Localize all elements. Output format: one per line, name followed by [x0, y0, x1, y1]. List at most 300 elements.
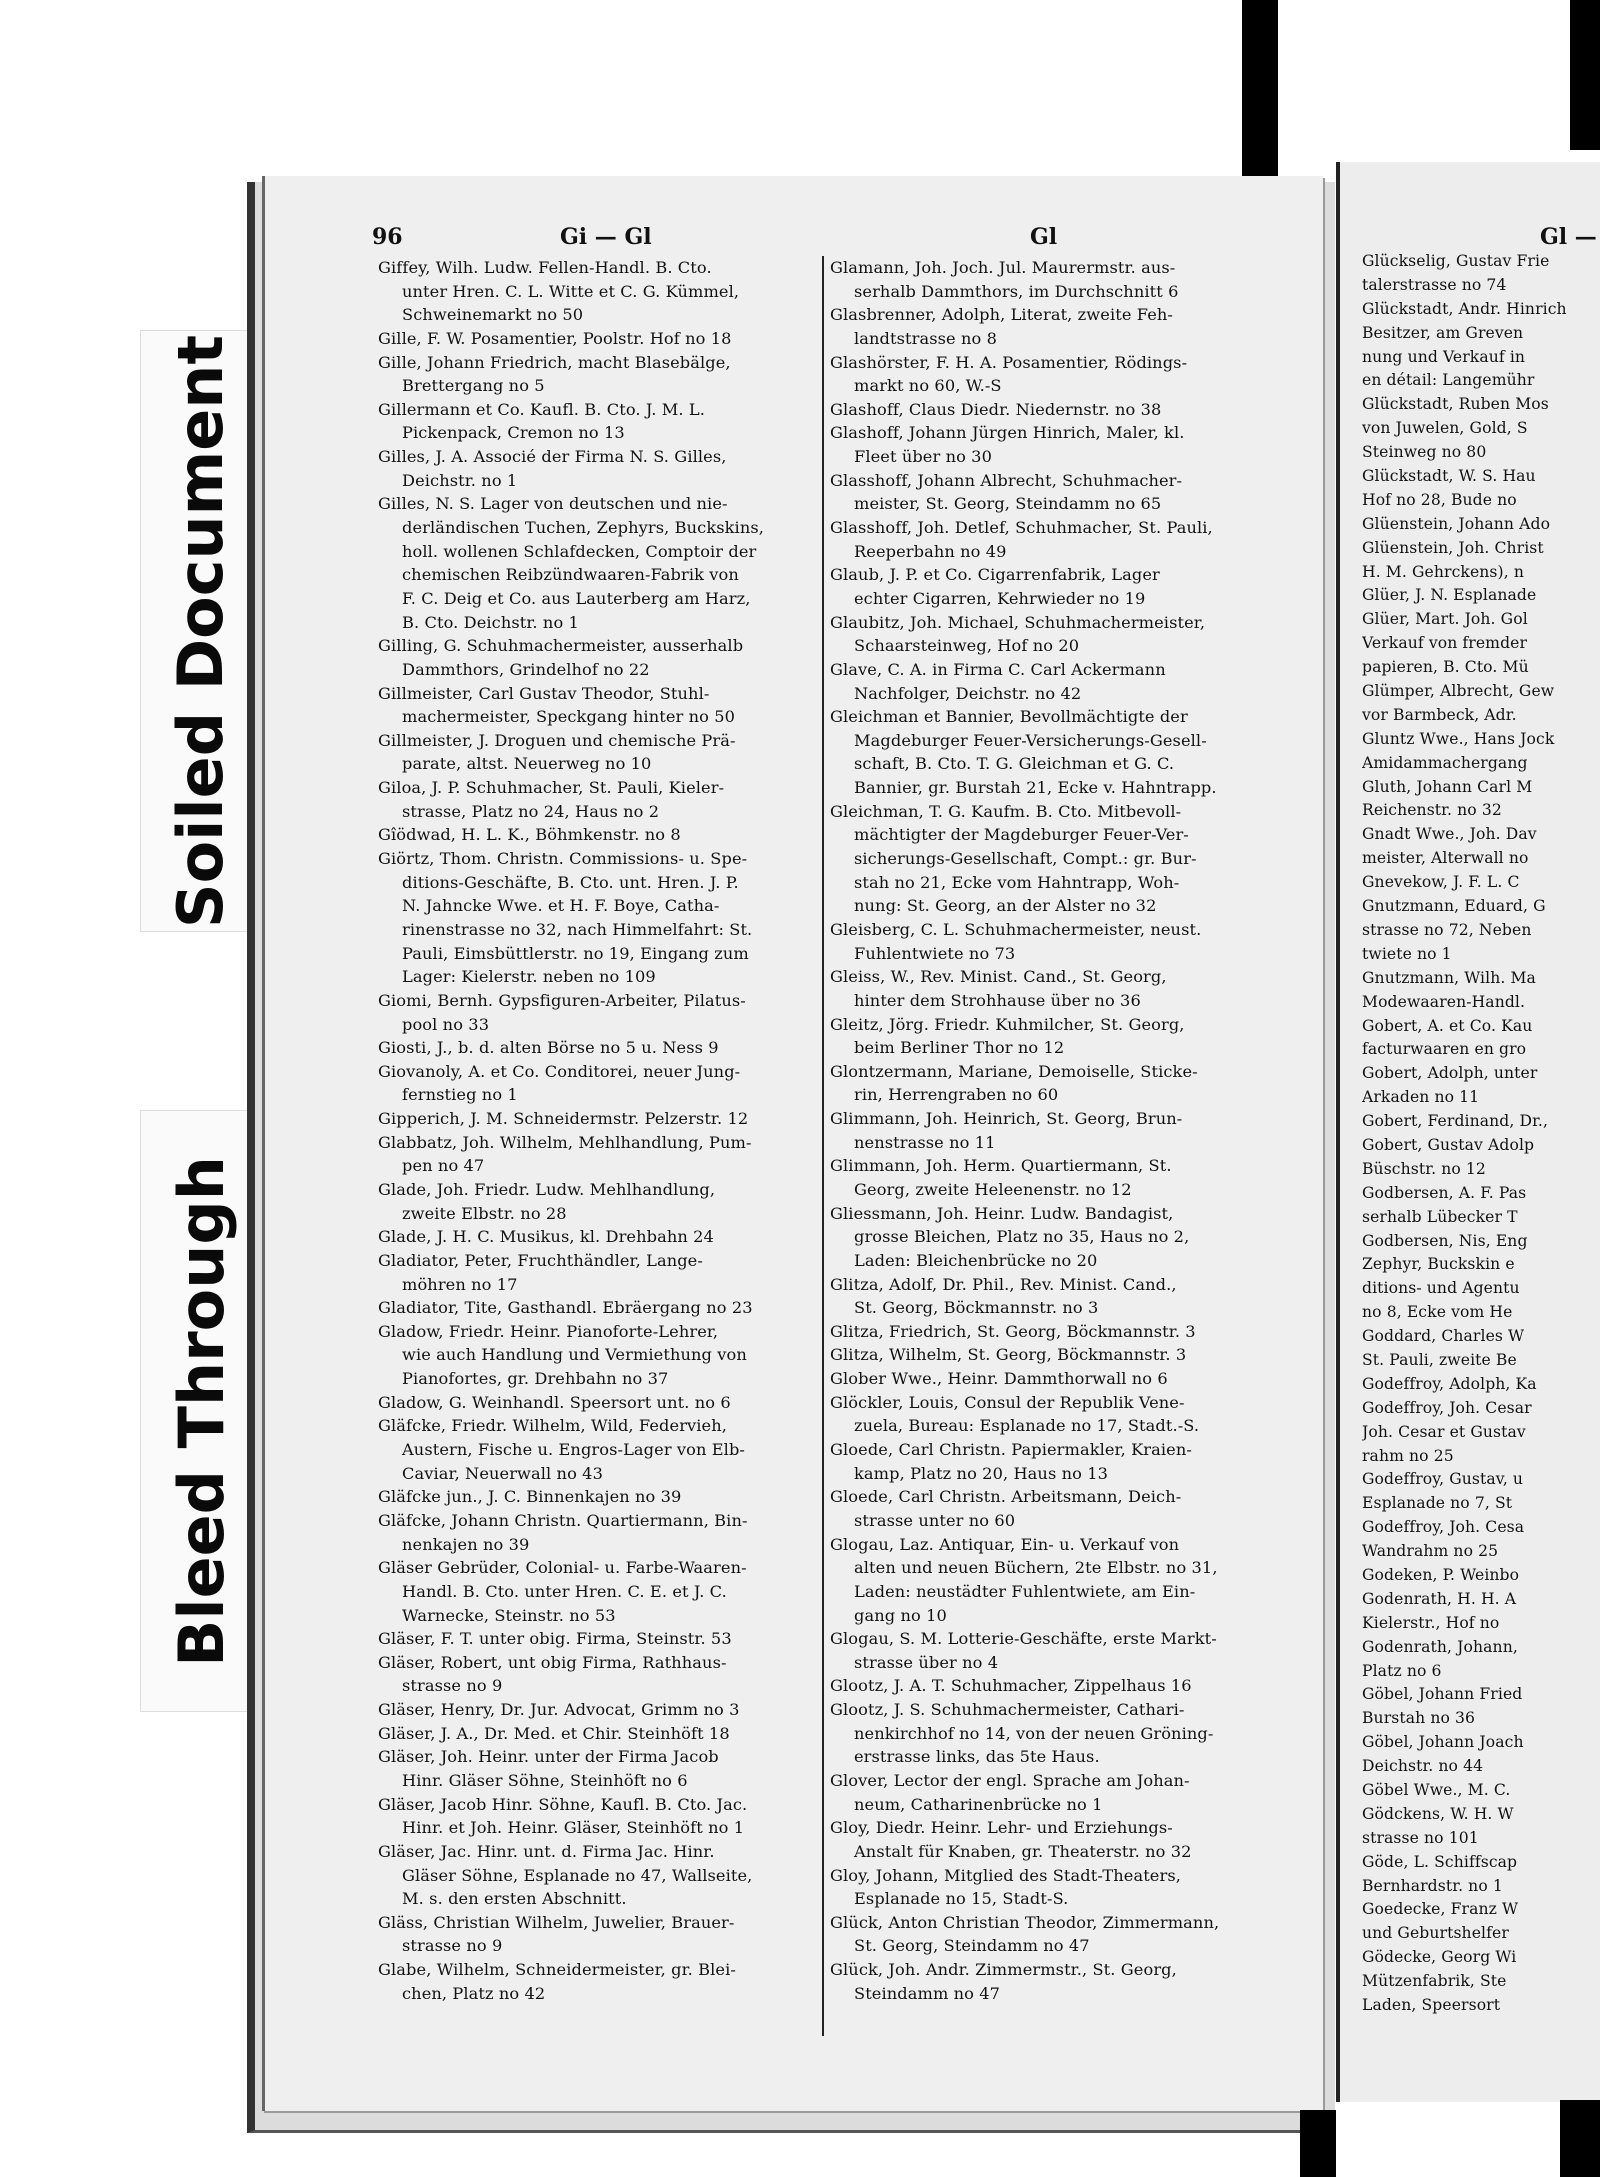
right-page-head: Gl —: [1540, 224, 1597, 250]
page-number: 96: [372, 224, 403, 250]
entry-line: Gläser, Henry, Dr. Jur. Advocat, Grimm no 3: [378, 1700, 740, 1720]
entry-line: Giörtz, Thom. Christn. Commissions- u. Spe-: [378, 849, 748, 869]
entry-line: landtstrasse no 8: [854, 328, 997, 348]
directory-entry: [830, 1438, 1302, 1485]
entry-line: Georg, zweite Heleenenstr. no 12: [854, 1179, 1132, 1199]
entry-line: Reeperbahn no 49: [854, 541, 1007, 561]
entry-line: Glück, Joh. Andr. Zimmermstr., St. Georg,: [830, 1960, 1177, 1980]
entry-line: strasse unter no 60: [854, 1510, 1016, 1530]
entry-line: Bernhardstr. no 1: [1362, 1876, 1503, 1895]
entry-line: Warnecke, Steinstr. no 53: [402, 1605, 616, 1625]
directory-entry: [830, 398, 1302, 422]
entry-line: Glimmann, Joh. Herm. Quartiermann, St.: [830, 1156, 1172, 1176]
entry-line: Anstalt für Knaben, gr. Theaterstr. no 32: [854, 1841, 1192, 1861]
entry-line: Deichstr. no 1: [402, 470, 518, 490]
entry-line: Schweinemarkt no 50: [402, 305, 584, 325]
directory-entry: [830, 1627, 1302, 1674]
entry-line: vor Barmbeck, Adr.: [1362, 705, 1517, 724]
entry-line: Gläser, F. T. unter obig. Firma, Steinstr. 53: [378, 1629, 732, 1649]
entry-line: Gilles, N. S. Lager von deutschen und nie-: [378, 494, 728, 514]
bleed-through-text: Bleed Through: [164, 1155, 238, 1667]
entry-line: Nachfolger, Deichstr. no 42: [854, 683, 1082, 703]
directory-entry: [378, 1060, 833, 1107]
binding-strap-right-top: [1570, 0, 1600, 150]
entry-line: Mützenfabrik, Ste: [1362, 1972, 1507, 1991]
entry-line: B. Cto. Deichstr. no 1: [402, 612, 579, 632]
entry-line: Besitzer, am Greven: [1362, 323, 1524, 342]
entry-line: Gloy, Johann, Mitglied des Stadt-Theaters,: [830, 1865, 1181, 1885]
directory-entry: [378, 682, 833, 729]
entry-line: sicherungs-Gesellschaft, Compt.: gr. Bur-: [854, 849, 1197, 869]
entry-line: Arkaden no 11: [1362, 1088, 1480, 1107]
entry-line: holl. wollenen Schlafdecken, Comptoir der: [402, 541, 757, 561]
directory-entry: [378, 847, 833, 989]
entry-line: Gliessmann, Joh. Heinr. Ludw. Bandagist,: [830, 1203, 1174, 1223]
entry-line: Godbersen, A. F. Pas: [1362, 1183, 1527, 1202]
directory-entry: [830, 1273, 1302, 1320]
directory-entry: [378, 1627, 833, 1651]
entry-line: strasse no 72, Neben: [1362, 920, 1532, 939]
directory-entry: [378, 634, 833, 681]
directory-entry: [830, 800, 1302, 918]
entry-line: Glüenstein, Johann Ado: [1362, 514, 1551, 533]
entry-line: Giffey, Wilh. Ludw. Fellen-Handl. B. Cto.: [378, 258, 712, 277]
entry-line: Göbel, Johann Joach: [1362, 1733, 1524, 1752]
entry-line: Gleichman et Bannier, Bevollmächtigte der: [830, 707, 1188, 727]
entry-line: strasse, Platz no 24, Haus no 2: [402, 801, 660, 821]
entry-line: Gläfcke, Johann Christn. Quartiermann, Bin-: [378, 1510, 748, 1530]
entry-line: Gloy, Diedr. Heinr. Lehr- und Erziehungs-: [830, 1818, 1173, 1838]
entry-line: Gläfcke jun., J. C. Binnenkajen no 39: [378, 1487, 682, 1507]
entry-line: zweite Elbstr. no 28: [402, 1203, 567, 1223]
binding-strap-bottom: [1300, 2110, 1336, 2177]
entry-line: Deichstr. no 44: [1362, 1757, 1484, 1776]
entry-line: möhren no 17: [402, 1274, 518, 1294]
directory-entry: [830, 1816, 1302, 1863]
entry-line: chen, Platz no 42: [402, 1983, 546, 2003]
entry-line: chemischen Reibzündwaaren-Fabrik von: [402, 565, 739, 585]
entry-line: Gobert, Ferdinand, Dr.,: [1362, 1112, 1549, 1131]
entry-line: Büschstr. no 12: [1362, 1159, 1486, 1178]
entry-line: Goedecke, Franz W: [1362, 1900, 1519, 1919]
entry-line: Zephyr, Buckskin e: [1362, 1255, 1515, 1274]
entry-line: Glabbatz, Joh. Wilhelm, Mehlhandlung, Pum-: [378, 1132, 752, 1152]
entry-line: Gläser, Jacob Hinr. Söhne, Kaufl. B. Cto. Jac.: [378, 1794, 748, 1814]
entry-line: Modewaaren-Handl.: [1362, 992, 1526, 1011]
entry-line: Gläss, Christian Wilhelm, Juwelier, Brauer-: [378, 1912, 735, 1932]
entry-line: Gillmeister, Carl Gustav Theodor, Stuhl-: [378, 683, 710, 703]
entry-line: strasse über no 4: [854, 1652, 999, 1672]
entry-line: nenstrasse no 11: [854, 1132, 996, 1152]
entry-line: fernstieg no 1: [402, 1085, 518, 1105]
entry-line: M. s. den ersten Abschnitt.: [402, 1889, 627, 1909]
directory-entry: [830, 1698, 1302, 1769]
directory-entry: [830, 965, 1302, 1012]
directory-column-right-page: [1362, 250, 1600, 2018]
entry-line: papieren, B. Cto. Mü: [1362, 658, 1529, 677]
entry-line: Gleichman, T. G. Kaufm. B. Cto. Mitbevoll-: [830, 801, 1182, 821]
entry-line: Glabe, Wilhelm, Schneidermeister, gr. Blei-: [378, 1960, 736, 1980]
entry-line: Steinweg no 80: [1362, 443, 1487, 462]
entry-line: facturwaaren en gro: [1362, 1040, 1527, 1059]
entry-line: Handl. B. Cto. unter Hren. C. E. et J. C.: [402, 1581, 727, 1601]
entry-line: Glüer, J. N. Esplanade: [1362, 586, 1537, 605]
directory-entry: [378, 327, 833, 351]
entry-line: Gläser Söhne, Esplanade no 47, Wallseite,: [402, 1865, 753, 1885]
entry-line: Glasshoff, Johann Albrecht, Schuhmacher-: [830, 470, 1183, 490]
entry-line: parate, altst. Neuerweg no 10: [402, 754, 652, 774]
entry-line: Gleitz, Jörg. Friedr. Kuhmilcher, St. Georg,: [830, 1014, 1185, 1034]
directory-entry: [830, 1533, 1302, 1628]
entry-line: ditions-Geschäfte, B. Cto. unt. Hren. J. P.: [402, 872, 739, 892]
entry-line: hinter dem Strohhause über no 36: [854, 990, 1141, 1010]
directory-entry: [378, 1107, 833, 1131]
entry-line: stah no 21, Ecke vom Hahntrapp, Woh-: [854, 872, 1180, 892]
directory-entry: [378, 1414, 833, 1485]
entry-line: Gobert, Adolph, unter: [1362, 1064, 1538, 1083]
entry-line: Wandrahm no 25: [1362, 1542, 1499, 1561]
entry-line: Glitza, Wilhelm, St. Georg, Böckmannstr. 3: [830, 1345, 1187, 1365]
soiled-document-text: Soiled Document: [164, 334, 238, 928]
directory-entry: [830, 421, 1302, 468]
entry-line: und Geburtshelfer: [1362, 1924, 1509, 1943]
directory-entry: [378, 729, 833, 776]
entry-line: Burstah no 36: [1362, 1709, 1476, 1728]
binding-strap-top: [1242, 0, 1278, 180]
directory-entry: [378, 1698, 833, 1722]
directory-entry: [830, 1958, 1302, 2005]
bleed-through-label: [140, 1110, 262, 1712]
entry-line: Pianofortes, gr. Drehbahn no 37: [402, 1369, 669, 1389]
entry-line: Godenrath, H. H. A: [1362, 1589, 1517, 1608]
entry-line: machermeister, Speckgang hinter no 50: [402, 707, 736, 727]
directory-entry: [830, 1107, 1302, 1154]
directory-entry: [830, 658, 1302, 705]
entry-line: Göde, L. Schiffscap: [1362, 1852, 1518, 1871]
directory-entry: [830, 1343, 1302, 1367]
entry-line: strasse no 9: [402, 1676, 503, 1696]
directory-entry: [830, 1911, 1302, 1958]
entry-line: ditions- und Agentu: [1362, 1279, 1520, 1298]
directory-entry: [378, 1391, 833, 1415]
entry-line: nenkirchhof no 14, von der neuen Gröning-: [854, 1723, 1214, 1743]
directory-entry: [378, 398, 833, 445]
entry-line: Gloede, Carl Christn. Papiermakler, Kraien-: [830, 1440, 1192, 1460]
entry-line: Glade, J. H. C. Musikus, kl. Drehbahn 24: [378, 1227, 714, 1247]
entry-line: Göbel Wwe., M. C.: [1362, 1781, 1511, 1799]
entry-line: Glasbrenner, Adolph, Literat, zweite Feh-: [830, 305, 1173, 325]
entry-line: Glückstadt, Ruben Mos: [1362, 395, 1549, 414]
entry-line: Glogau, S. M. Lotterie-Geschäfte, erste Markt-: [830, 1629, 1217, 1649]
entry-line: Godbersen, Nis, Eng: [1362, 1231, 1528, 1250]
directory-entry: [378, 1131, 833, 1178]
entry-line: nung und Verkauf in: [1362, 347, 1526, 366]
entry-line: Godeffroy, Joh. Cesa: [1362, 1518, 1525, 1537]
entry-line: nenkajen no 39: [402, 1534, 530, 1554]
entry-line: Lager: Kielerstr. neben no 109: [402, 967, 656, 987]
directory-entry: [830, 1367, 1302, 1391]
entry-line: Gillmeister, J. Droguen und chemische Prä-: [378, 730, 736, 750]
entry-line: Glückstadt, Andr. Hinrich: [1362, 299, 1567, 318]
entry-line: St. Georg, Böckmannstr. no 3: [854, 1298, 1099, 1318]
running-head: Gi — Gl: [560, 224, 652, 250]
directory-entry: [378, 256, 833, 327]
entry-line: wie auch Handlung und Vermiethung von: [402, 1345, 747, 1365]
entry-line: Giosti, J., b. d. alten Börse no 5 u. Ness 9: [378, 1038, 719, 1058]
entry-line: Gloede, Carl Christn. Arbeitsmann, Deich-: [830, 1487, 1182, 1507]
directory-entry: [378, 1793, 833, 1840]
entry-line: markt no 60, W.-S: [854, 376, 1002, 396]
entry-line: Verkauf von fremder: [1362, 634, 1528, 653]
entry-line: Godeken, P. Weinbo: [1362, 1565, 1520, 1584]
directory-entry: [378, 1745, 833, 1792]
entry-line: Glüer, Mart. Joh. Gol: [1362, 610, 1528, 629]
entry-line: Glaub, J. P. et Co. Cigarrenfabrik, Lager: [830, 565, 1160, 585]
directory-entry: [830, 1391, 1302, 1438]
entry-line: Glamann, Joh. Joch. Jul. Maurermstr. aus-: [830, 258, 1176, 277]
directory-entry: [378, 989, 833, 1036]
directory-entry: [830, 1320, 1302, 1344]
entry-line: Hinr. et Joh. Heinr. Gläser, Steinhöft no 1: [402, 1818, 745, 1838]
entry-line: Gobert, Gustav Adolp: [1362, 1135, 1535, 1154]
entry-line: Gläser, Jac. Hinr. unt. d. Firma Jac. Hinr.: [378, 1841, 715, 1861]
entry-line: Austern, Fische u. Engros-Lager von Elb-: [402, 1440, 745, 1460]
entry-line: Goddard, Charles W: [1362, 1327, 1525, 1346]
binding-strap-right-bottom: [1560, 2100, 1600, 2177]
entry-line: Giovanoly, A. et Co. Conditorei, neuer Jung-: [378, 1061, 741, 1081]
entry-line: von Juwelen, Gold, S: [1362, 419, 1528, 438]
directory-entry: [378, 1296, 833, 1320]
entry-line: Glave, C. A. in Firma C. Carl Ackermann: [830, 659, 1166, 679]
entry-line: neum, Catharinenbrücke no 1: [854, 1794, 1103, 1814]
entry-line: Pauli, Eimsbüttlerstr. no 19, Eingang zum: [402, 943, 749, 963]
entry-line: F. C. Deig et Co. aus Lauterberg am Harz,: [402, 588, 751, 608]
directory-entry: [378, 823, 833, 847]
directory-entry: [830, 1013, 1302, 1060]
entry-line: Hinr. Gläser Söhne, Steinhöft no 6: [402, 1771, 688, 1790]
directory-entry: [378, 445, 833, 492]
directory-entry: [830, 705, 1302, 800]
entry-line: en détail: Langemühr: [1362, 371, 1535, 390]
entry-line: Glitza, Adolf, Dr. Phil., Rev. Minist. Cand.,: [830, 1274, 1177, 1294]
entry-line: Glashoff, Johann Jürgen Hinrich, Maler, kl.: [830, 423, 1185, 443]
entry-line: erstrasse links, das 5te Haus.: [854, 1747, 1100, 1767]
directory-entry: [830, 611, 1302, 658]
entry-line: schaft, B. Cto. T. G. Gleichman et G. C.: [854, 754, 1175, 774]
entry-line: Gluntz Wwe., Hans Jock: [1362, 729, 1555, 748]
directory-entry: [830, 563, 1302, 610]
entry-line: Gobert, A. et Co. Kau: [1362, 1016, 1533, 1035]
entry-line: twiete no 1: [1362, 944, 1452, 963]
entry-line: H. M. Gehrckens), n: [1362, 562, 1524, 581]
entry-line: Godeffroy, Gustav, u: [1362, 1470, 1524, 1489]
entry-line: Gleiss, W., Rev. Minist. Cand., St. Georg,: [830, 967, 1167, 987]
directory-entry: [830, 1485, 1302, 1532]
entry-line: Laden: Bleichenbrücke no 20: [854, 1250, 1098, 1270]
entry-line: Gipperich, J. M. Schneidermstr. Pelzerstr. 12: [378, 1109, 749, 1129]
entry-line: Gladow, Friedr. Heinr. Pianoforte-Lehrer,: [378, 1321, 719, 1341]
directory-entry: [830, 1202, 1302, 1273]
directory-entry: [830, 351, 1302, 398]
directory-entry: [378, 1911, 833, 1958]
entry-line: Joh. Cesar et Gustav: [1362, 1422, 1526, 1441]
entry-line: Glade, Joh. Friedr. Ludw. Mehlhandlung,: [378, 1179, 716, 1199]
entry-line: Fleet über no 30: [854, 447, 992, 467]
directory-entry: [378, 1036, 833, 1060]
entry-line: mächtigter der Magdeburger Feuer-Ver-: [854, 825, 1189, 845]
entry-line: Gnutzmann, Wilh. Ma: [1362, 968, 1536, 987]
entry-line: Glück, Anton Christian Theodor, Zimmermann,: [830, 1912, 1220, 1932]
entry-line: rahm no 25: [1362, 1446, 1454, 1465]
directory-entry: [378, 1722, 833, 1746]
entry-line: Glashörster, F. H. A. Posamentier, Rödings-: [830, 352, 1188, 372]
entry-line: Pickenpack, Cremon no 13: [402, 423, 625, 443]
entry-line: Gladiator, Tite, Gasthandl. Ebräergang no 23: [378, 1298, 753, 1318]
entry-line: kamp, Platz no 20, Haus no 13: [854, 1463, 1109, 1483]
entry-line: St. Pauli, zweite Be: [1362, 1350, 1517, 1369]
entry-line: Glogau, Laz. Antiquar, Ein- u. Verkauf von: [830, 1534, 1180, 1554]
entry-line: Glashoff, Claus Diedr. Niedernstr. no 38: [830, 399, 1162, 419]
entry-line: Godeffroy, Joh. Cesar: [1362, 1398, 1532, 1417]
entry-line: unter Hren. C. L. Witte et C. G. Kümmel,: [402, 281, 740, 301]
entry-line: Laden: neustädter Fuhlentwiete, am Ein-: [854, 1581, 1196, 1601]
entry-line: Gnevekow, J. F. L. C: [1362, 873, 1520, 892]
entry-line: Gnutzmann, Eduard, G: [1362, 897, 1546, 916]
entry-line: Gläser, Robert, unt obig Firma, Rathhaus-: [378, 1652, 727, 1672]
entry-line: rin, Herrengraben no 60: [854, 1085, 1059, 1105]
directory-entry: [830, 256, 1302, 303]
directory-entry: [378, 492, 833, 634]
entry-line: Glover, Lector der engl. Sprache am Johan-: [830, 1771, 1190, 1790]
entry-line: Giomi, Bernh. Gypsfiguren-Arbeiter, Pilatus-: [378, 990, 746, 1010]
entry-line: Glüenstein, Joh. Christ: [1362, 538, 1544, 557]
entry-line: Dammthors, Grindelhof no 22: [402, 659, 650, 679]
entry-line: Gilles, J. A. Associé der Firma N. S. Gilles,: [378, 447, 727, 467]
entry-line: Gilling, G. Schuhmachermeister, ausserhalb: [378, 636, 744, 656]
directory-entry: [378, 1958, 833, 2005]
directory-entry: [378, 1225, 833, 1249]
entry-line: Hof no 28, Bude no: [1362, 490, 1517, 509]
entry-line: Schaarsteinweg, Hof no 20: [854, 636, 1080, 656]
directory-entry: [378, 1840, 833, 1911]
entry-line: Brettergang no 5: [402, 376, 545, 396]
entry-line: Godeffroy, Adolph, Ka: [1362, 1374, 1537, 1393]
entry-line: talerstrasse no 74: [1362, 275, 1507, 294]
directory-entry: [830, 516, 1302, 563]
entry-line: strasse no 9: [402, 1936, 503, 1956]
entry-line: N. Jahncke Wwe. et H. F. Boye, Catha-: [402, 896, 720, 916]
entry-line: Steindamm no 47: [854, 1983, 1001, 2003]
entry-line: Gödecke, Georg Wi: [1362, 1948, 1517, 1967]
entry-line: St. Georg, Steindamm no 47: [854, 1936, 1090, 1956]
entry-line: Gläser Gebrüder, Colonial- u. Farbe-Waaren-: [378, 1558, 747, 1578]
column-divider: [822, 256, 824, 2036]
directory-entry: [830, 1769, 1302, 1816]
entry-line: Gnadt Wwe., Joh. Dav: [1362, 825, 1537, 844]
directory-entry: [378, 776, 833, 823]
entry-line: gang no 10: [854, 1605, 947, 1625]
entry-line: Glaubitz, Joh. Michael, Schuhmachermeister,: [830, 612, 1206, 632]
directory-entry: [378, 1485, 833, 1509]
entry-line: Amidammachergang: [1362, 753, 1528, 772]
directory-entry: [378, 1556, 833, 1627]
entry-line: Glootz, J. A. T. Schuhmacher, Zippelhaus 16: [830, 1676, 1192, 1696]
entry-line: meister, St. Georg, Steindamm no 65: [854, 494, 1162, 514]
entry-line: Gladow, G. Weinhandl. Speersort unt. no 6: [378, 1392, 731, 1412]
entry-line: Glückstadt, W. S. Hau: [1362, 467, 1536, 486]
entry-line: Esplanade no 7, St: [1362, 1494, 1513, 1513]
entry-line: beim Berliner Thor no 12: [854, 1038, 1065, 1058]
directory-entry: [830, 1864, 1302, 1911]
directory-entry: [378, 351, 833, 398]
entry-line: Kielerstr., Hof no: [1362, 1613, 1500, 1632]
entry-line: echter Cigarren, Kehrwieder no 19: [854, 588, 1146, 608]
entry-line: Caviar, Neuerwall no 43: [402, 1463, 603, 1483]
entry-line: derländischen Tuchen, Zephyrs, Buckskins,: [402, 518, 764, 538]
entry-line: meister, Alterwall no: [1362, 849, 1529, 868]
entry-line: pool no 33: [402, 1014, 490, 1034]
directory-column-middle: [830, 256, 1302, 2005]
entry-line: Glöckler, Louis, Consul der Republik Vene-: [830, 1392, 1185, 1412]
entry-line: Gluth, Johann Carl M: [1362, 777, 1533, 796]
directory-entry: [830, 469, 1302, 516]
entry-line: nung: St. Georg, an der Alster no 32: [854, 896, 1157, 916]
entry-line: Gödckens, W. H. W: [1362, 1804, 1514, 1823]
entry-line: Platz no 6: [1362, 1661, 1442, 1680]
entry-line: rinenstrasse no 32, nach Himmelfahrt: St.: [402, 919, 753, 939]
entry-line: Göbel, Johann Fried: [1362, 1685, 1523, 1704]
entry-line: Glober Wwe., Heinr. Dammthorwall no 6: [830, 1369, 1168, 1389]
entry-line: Gläfcke, Friedr. Wilhelm, Wild, Federvieh,: [378, 1416, 728, 1436]
column-head: Gl: [1030, 224, 1058, 250]
directory-entry: [378, 1178, 833, 1225]
entry-line: Fuhlentwiete no 73: [854, 943, 1016, 963]
entry-line: Glümper, Albrecht, Gew: [1362, 682, 1555, 701]
entry-line: Gläser, J. A., Dr. Med. et Chir. Steinhöft 18: [378, 1723, 730, 1743]
entry-line: alten und neuen Büchern, 2te Elbstr. no 31,: [854, 1558, 1218, 1578]
directory-entry: [378, 1509, 833, 1556]
entry-line: Magdeburger Feuer-Versicherungs-Gesell-: [854, 730, 1207, 750]
directory-entry: [378, 1320, 833, 1391]
entry-line: Gîödwad, H. L. K., Böhmkenstr. no 8: [378, 825, 681, 845]
entry-line: Godenrath, Johann,: [1362, 1637, 1518, 1656]
entry-line: Gillermann et Co. Kaufl. B. Cto. J. M. L.: [378, 399, 705, 419]
entry-line: Esplanade no 15, Stadt-S.: [854, 1889, 1069, 1909]
entry-line: pen no 47: [402, 1156, 485, 1176]
entry-line: Glootz, J. S. Schuhmachermeister, Cathari-: [830, 1700, 1185, 1720]
entry-line: strasse no 101: [1362, 1828, 1479, 1847]
entry-line: Gille, F. W. Posamentier, Poolstr. Hof no 18: [378, 328, 732, 348]
entry-line: Glasshoff, Joh. Detlef, Schuhmacher, St. Pauli,: [830, 518, 1213, 538]
entry-line: Gläser, Joh. Heinr. unter der Firma Jacob: [378, 1747, 719, 1767]
entry-line: Reichenstr. no 32: [1362, 801, 1502, 820]
entry-line: serhalb Dammthors, im Durchschnitt 6: [854, 281, 1179, 301]
directory-entry: [830, 1154, 1302, 1201]
directory-entry: [830, 918, 1302, 965]
directory-entry: [378, 1651, 833, 1698]
entry-line: Glückselig, Gustav Frie: [1362, 252, 1550, 270]
directory-entry: [830, 303, 1302, 350]
entry-line: Glitza, Friedrich, St. Georg, Böckmannstr. 3: [830, 1321, 1196, 1341]
entry-line: Gleisberg, C. L. Schuhmachermeister, neust.: [830, 919, 1202, 939]
directory-entry: [378, 1249, 833, 1296]
entry-line: Laden, Speersort: [1362, 1996, 1501, 2015]
directory-column-left: [378, 256, 833, 2005]
entry-line: Glontzermann, Mariane, Demoiselle, Sticke-: [830, 1061, 1198, 1081]
entry-line: no 8, Ecke vom He: [1362, 1303, 1513, 1322]
directory-entry: [830, 1060, 1302, 1107]
soiled-document-label: [140, 330, 262, 932]
